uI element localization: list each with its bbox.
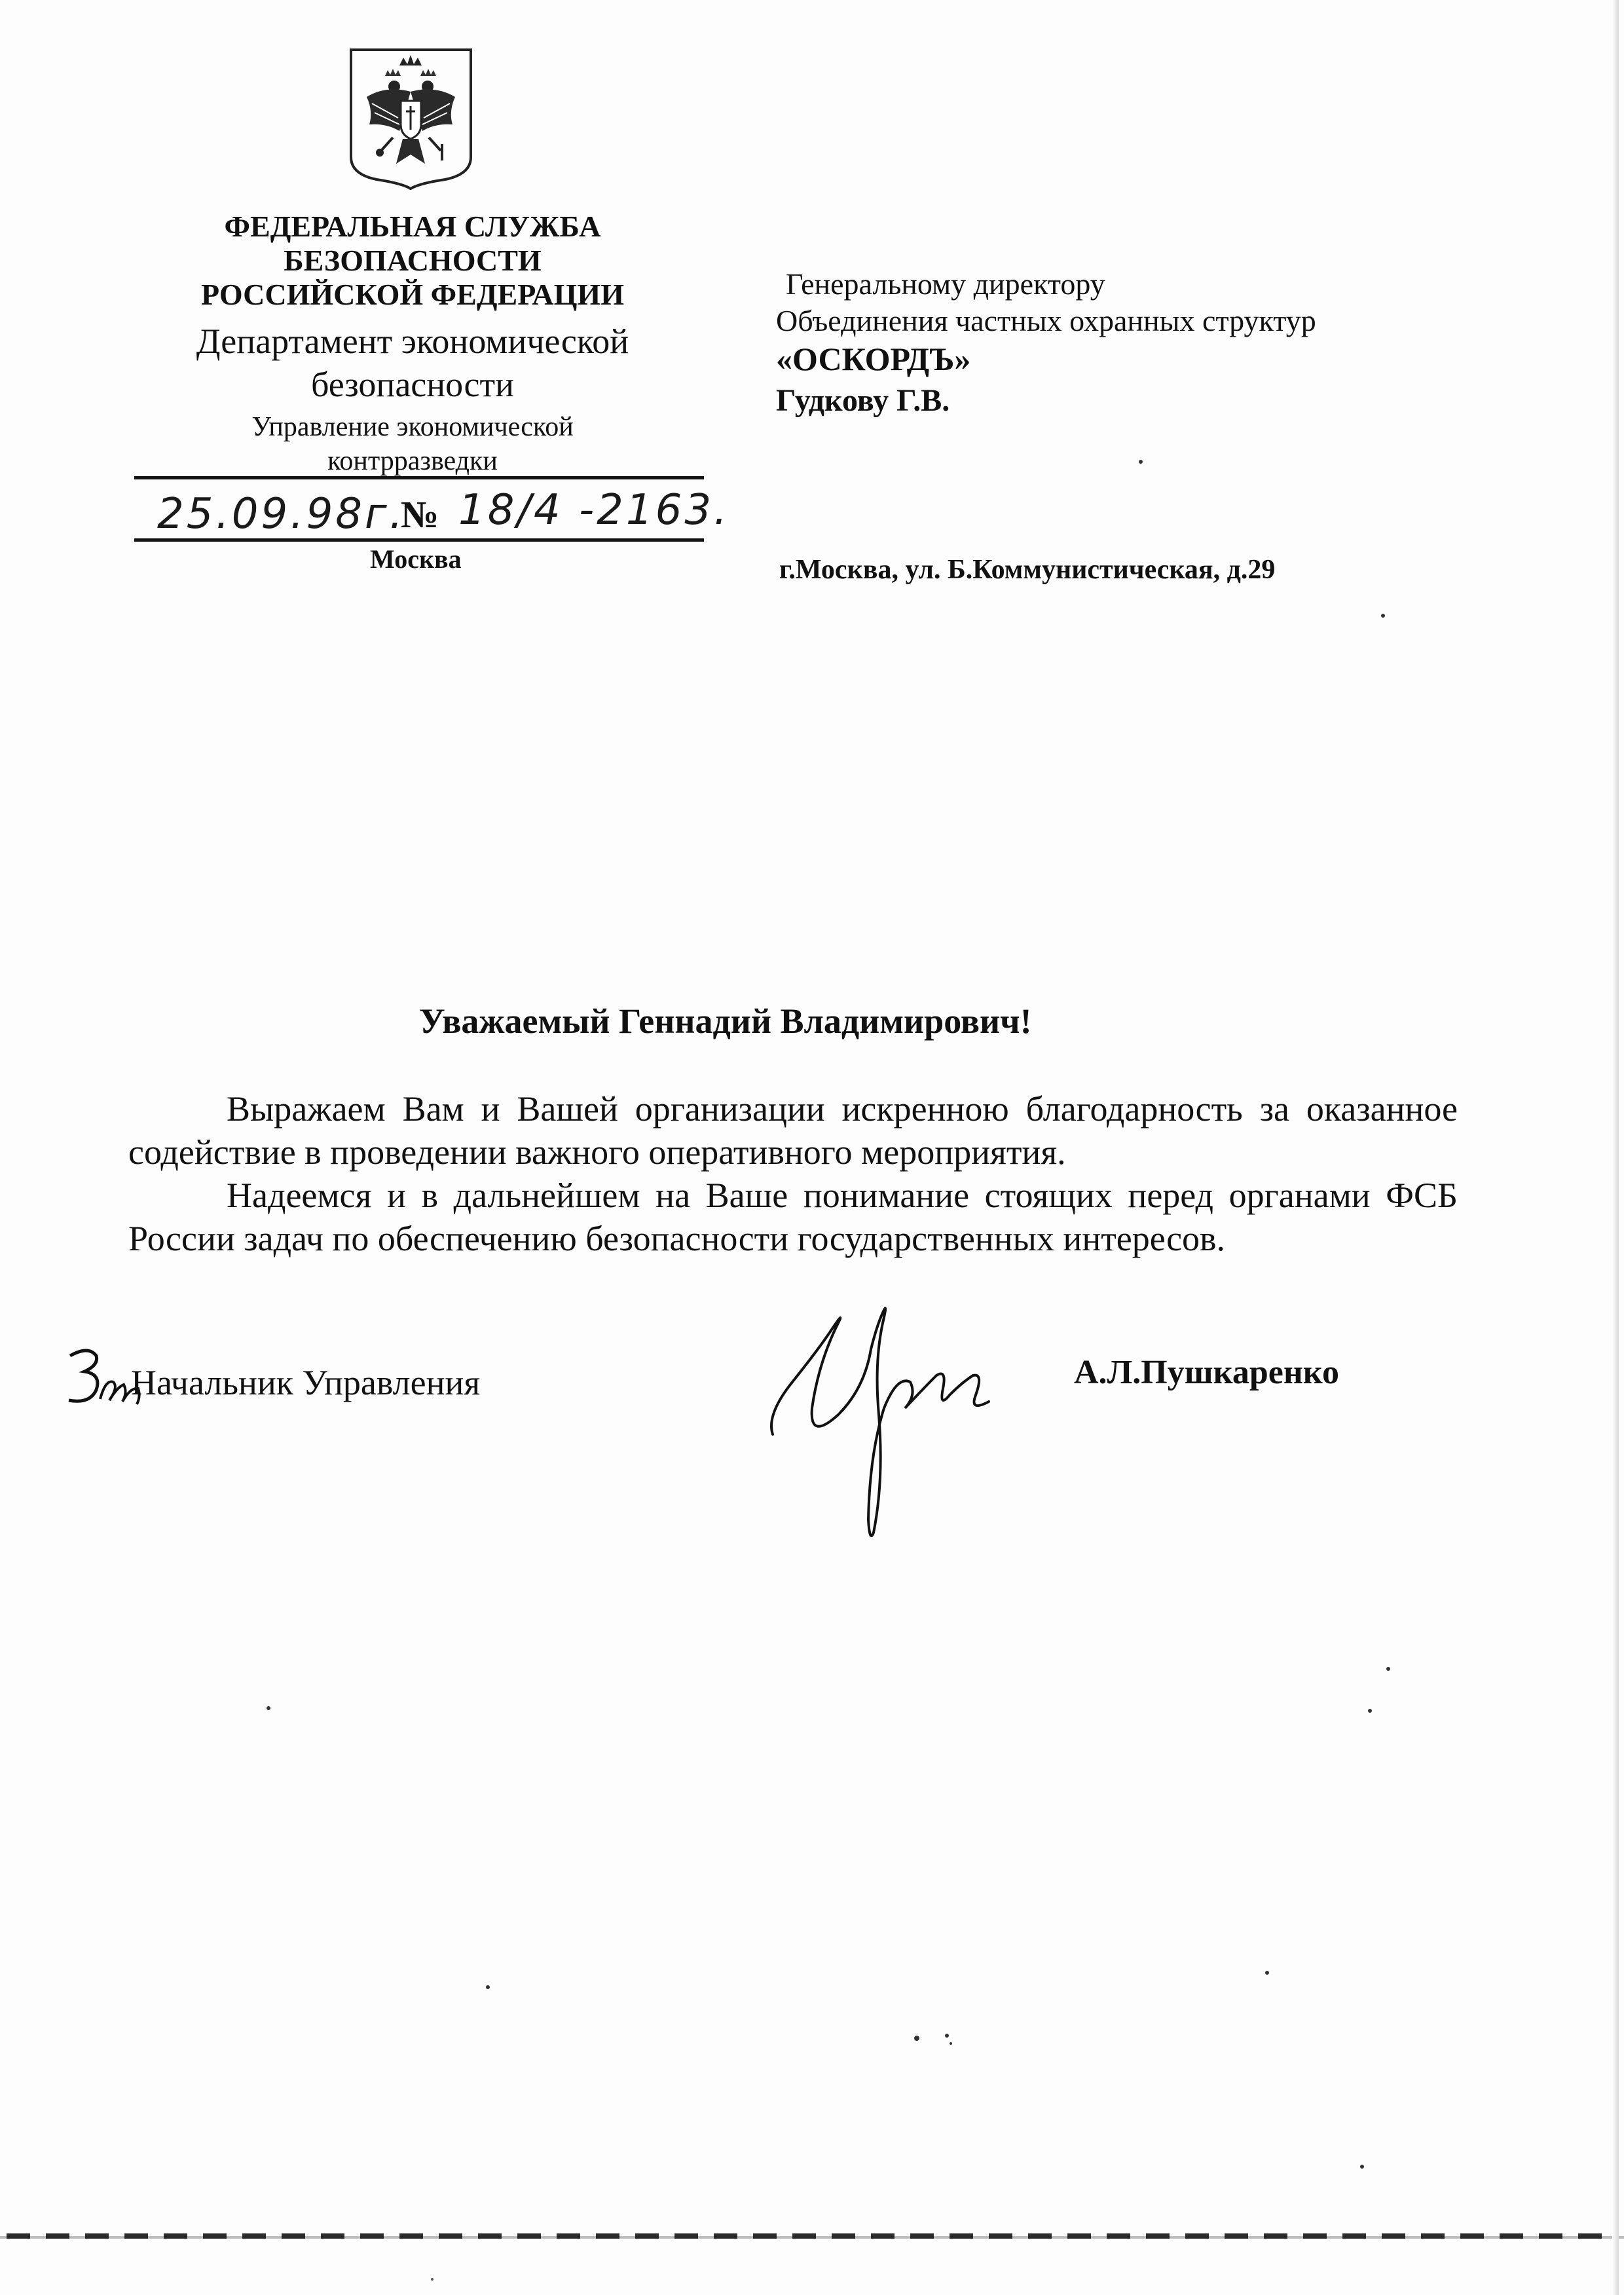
signatory-name: А.Л.Пушкаренко xyxy=(1074,1354,1340,1391)
addressee-line1: Генеральному директору xyxy=(786,267,1105,301)
addressee-name: Гудкову Г.В. xyxy=(776,383,950,418)
sender-city: Москва xyxy=(370,544,462,574)
scan-edge-artifact xyxy=(0,2227,1624,2247)
division-line2: контрразведки xyxy=(327,446,498,476)
letter-date: 25.09.98г. xyxy=(157,490,405,538)
department-line2: безопасности xyxy=(311,365,514,404)
body-paragraph-2: Надеемся и в дальнейшем на Ваше понимание стоящих перед органами ФСБ России задач по обеспечению безопасности государственных интересов. xyxy=(128,1176,1458,1258)
org-name-line3: РОССИЙСКОЙ ФЕДЕРАЦИИ xyxy=(201,278,624,311)
addressee-company: «ОСКОРДЪ» xyxy=(776,341,971,377)
scan-right-edge xyxy=(1612,0,1619,2295)
org-name-line1: ФЕДЕРАЛЬНАЯ СЛУЖБА xyxy=(224,210,601,243)
letter-number: 18/4 -2163. xyxy=(458,486,730,534)
org-name-line2: БЕЗОПАСНОСТИ xyxy=(284,244,542,277)
body-paragraph-1: Выражаем Вам и Вашей организации искренною благодарность за оказанное содействие в проведении важного оперативного мероприятия. xyxy=(128,1089,1458,1172)
department-line1: Департамент экономической xyxy=(196,322,629,361)
signatory-title: Начальник Управления xyxy=(131,1363,481,1402)
addressee-line2: Объединения частных охранных структур xyxy=(776,304,1316,337)
addressee-address: г.Москва, ул. Б.Коммунистическая, д.29 xyxy=(779,555,1276,585)
number-sign: № xyxy=(401,493,439,536)
salutation: Уважаемый Геннадий Владимирович! xyxy=(419,1001,1032,1041)
division-line1: Управление экономической xyxy=(251,412,574,442)
